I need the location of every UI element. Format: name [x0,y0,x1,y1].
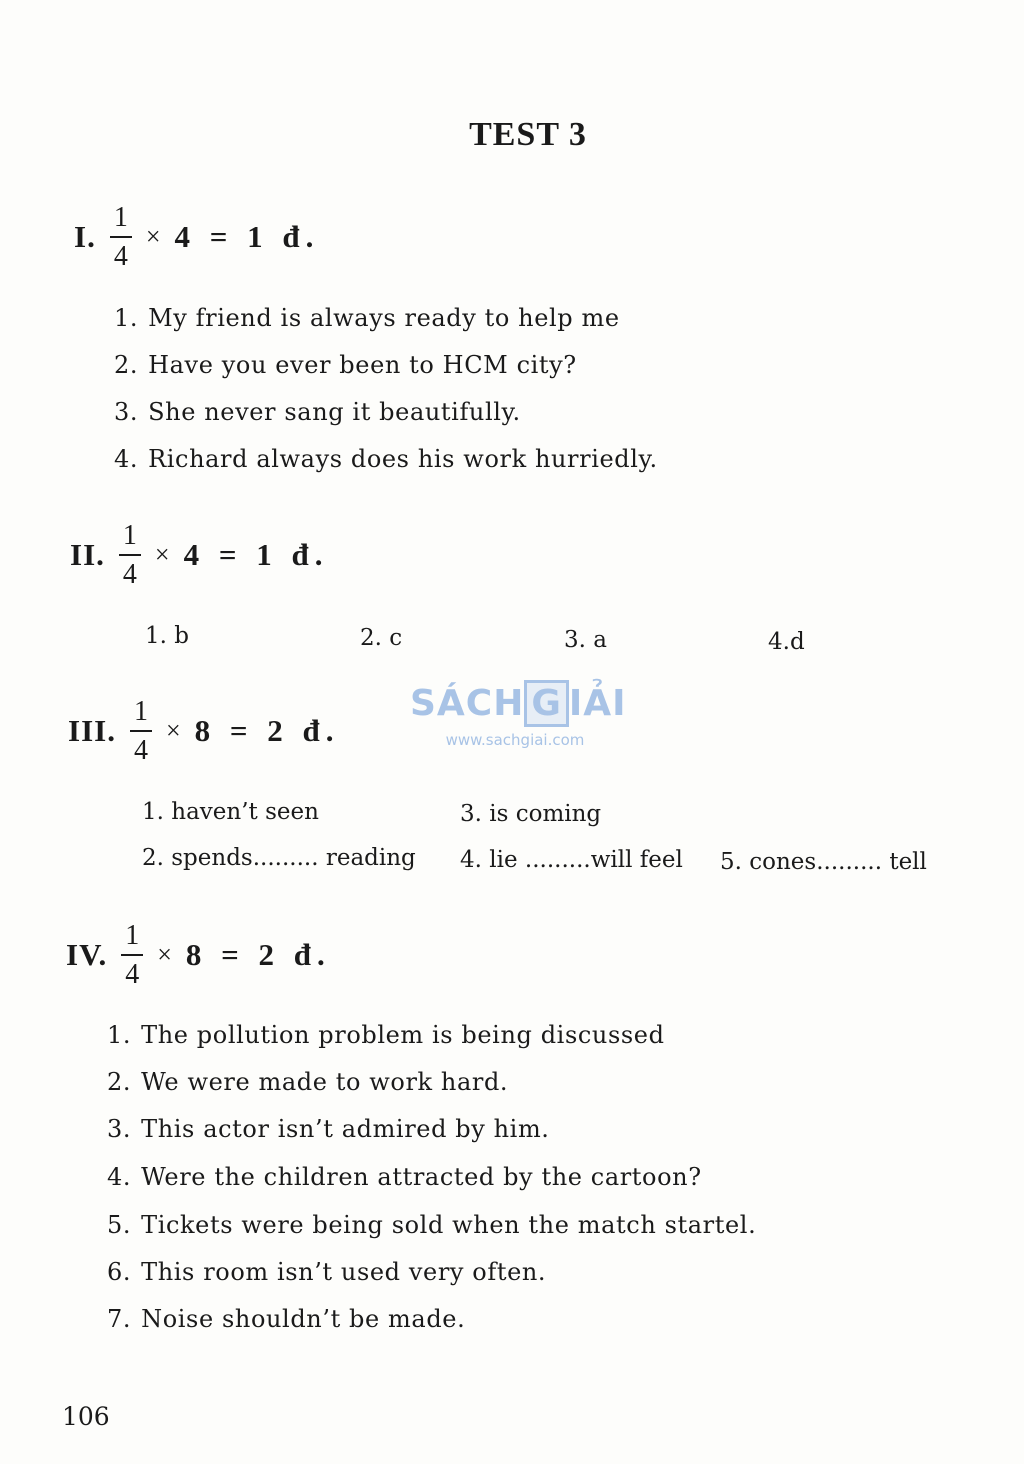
item-number: 6. [107,1258,132,1286]
answer-item: 5. cones......... tell [720,849,927,875]
section-heading-1 [74,204,319,271]
score-expression: 4 = 1 đ. [174,219,320,255]
item-text: My friend is always ready to help me [148,304,620,332]
page-title: TEST 3 [469,116,587,153]
page-number: 106 [62,1402,110,1431]
score-expression: 8 = 2 đ. [194,713,340,749]
list-item [107,1258,546,1286]
fraction-denominator: 4 [122,558,137,590]
item-text: The pollution problem is being discussed [141,1021,665,1049]
section-roman-numeral: IV. [66,937,108,973]
section-heading-2 [70,522,328,589]
item-text: Have you ever been to HCM city? [148,351,577,379]
item-number: 3. [107,1115,132,1143]
item-number: 2. [107,1068,132,1096]
fraction-bar [130,730,152,732]
section-roman-numeral: II. [70,537,105,573]
item-number: 5. [107,1211,132,1239]
answer-item: 4. lie .........will feel [460,847,683,873]
answer-item: 3. is coming [460,801,602,827]
item-number: 3. [114,398,139,426]
fraction [121,922,143,989]
fraction-numerator: 1 [122,520,137,551]
section-heading-4 [66,922,331,989]
item-number: 1. [114,304,139,332]
list-item [107,1068,508,1096]
item-text: She never sang it beautifully. [148,398,521,426]
section-roman-numeral: III. [68,713,116,749]
item-text: Tickets were being sold when the match startel. [141,1211,757,1239]
list-item [107,1211,756,1239]
score-expression: 8 = 2 đ. [185,937,331,973]
fraction-bar [121,954,143,956]
watermark-logo [410,680,627,749]
list-item [114,304,620,332]
list-item [107,1305,465,1333]
answer-item: 2. c [360,625,403,651]
item-number: 7. [107,1305,132,1333]
item-number: 4. [114,445,139,473]
answer-item: 3. a [564,627,607,653]
multiply-sign: × [154,540,170,570]
fraction [119,522,141,589]
multiply-sign: × [145,222,161,252]
list-item [107,1115,550,1143]
score-expression: 4 = 1 đ. [183,537,329,573]
answer-item: 4.d [768,629,805,655]
fraction-bar [110,236,132,238]
fraction [110,204,132,271]
item-number: 4. [107,1163,132,1191]
watermark-logo-box: G [524,680,569,727]
list-item [107,1021,665,1049]
fraction-bar [119,554,141,556]
list-item [107,1163,702,1191]
multiply-sign: × [157,940,172,970]
item-number: 2. [114,351,139,379]
fraction-denominator: 4 [113,240,128,272]
watermark-text: IẢI [568,683,627,724]
fraction [130,698,152,765]
item-text: Richard always does his work hurriedly. [148,445,658,473]
answer-item: 2. spends......... reading [142,845,416,871]
section-roman-numeral: I. [74,219,96,255]
list-item [114,351,577,379]
fraction-numerator: 1 [133,696,148,727]
item-text: We were made to work hard. [141,1068,509,1096]
fraction-numerator: 1 [113,202,128,233]
item-text: Noise shouldn’t be made. [141,1305,466,1333]
multiply-sign: × [165,716,181,746]
watermark-url: www.sachgiai.com [445,731,585,749]
list-item [114,398,521,426]
item-number: 1. [107,1021,132,1049]
item-text: This actor isn’t admired by him. [141,1115,550,1143]
fraction-denominator: 4 [125,958,140,990]
answer-item: 1. haven’t seen [142,799,319,825]
item-text: Were the children attracted by the cartoon? [141,1163,702,1191]
watermark-text: SÁCH [410,683,525,724]
item-text: This room isn’t used very often. [141,1258,547,1286]
fraction-denominator: 4 [133,734,148,766]
fraction-numerator: 1 [125,920,140,951]
answer-item: 1. b [145,623,189,649]
list-item [114,445,658,473]
section-heading-3 [68,698,340,765]
